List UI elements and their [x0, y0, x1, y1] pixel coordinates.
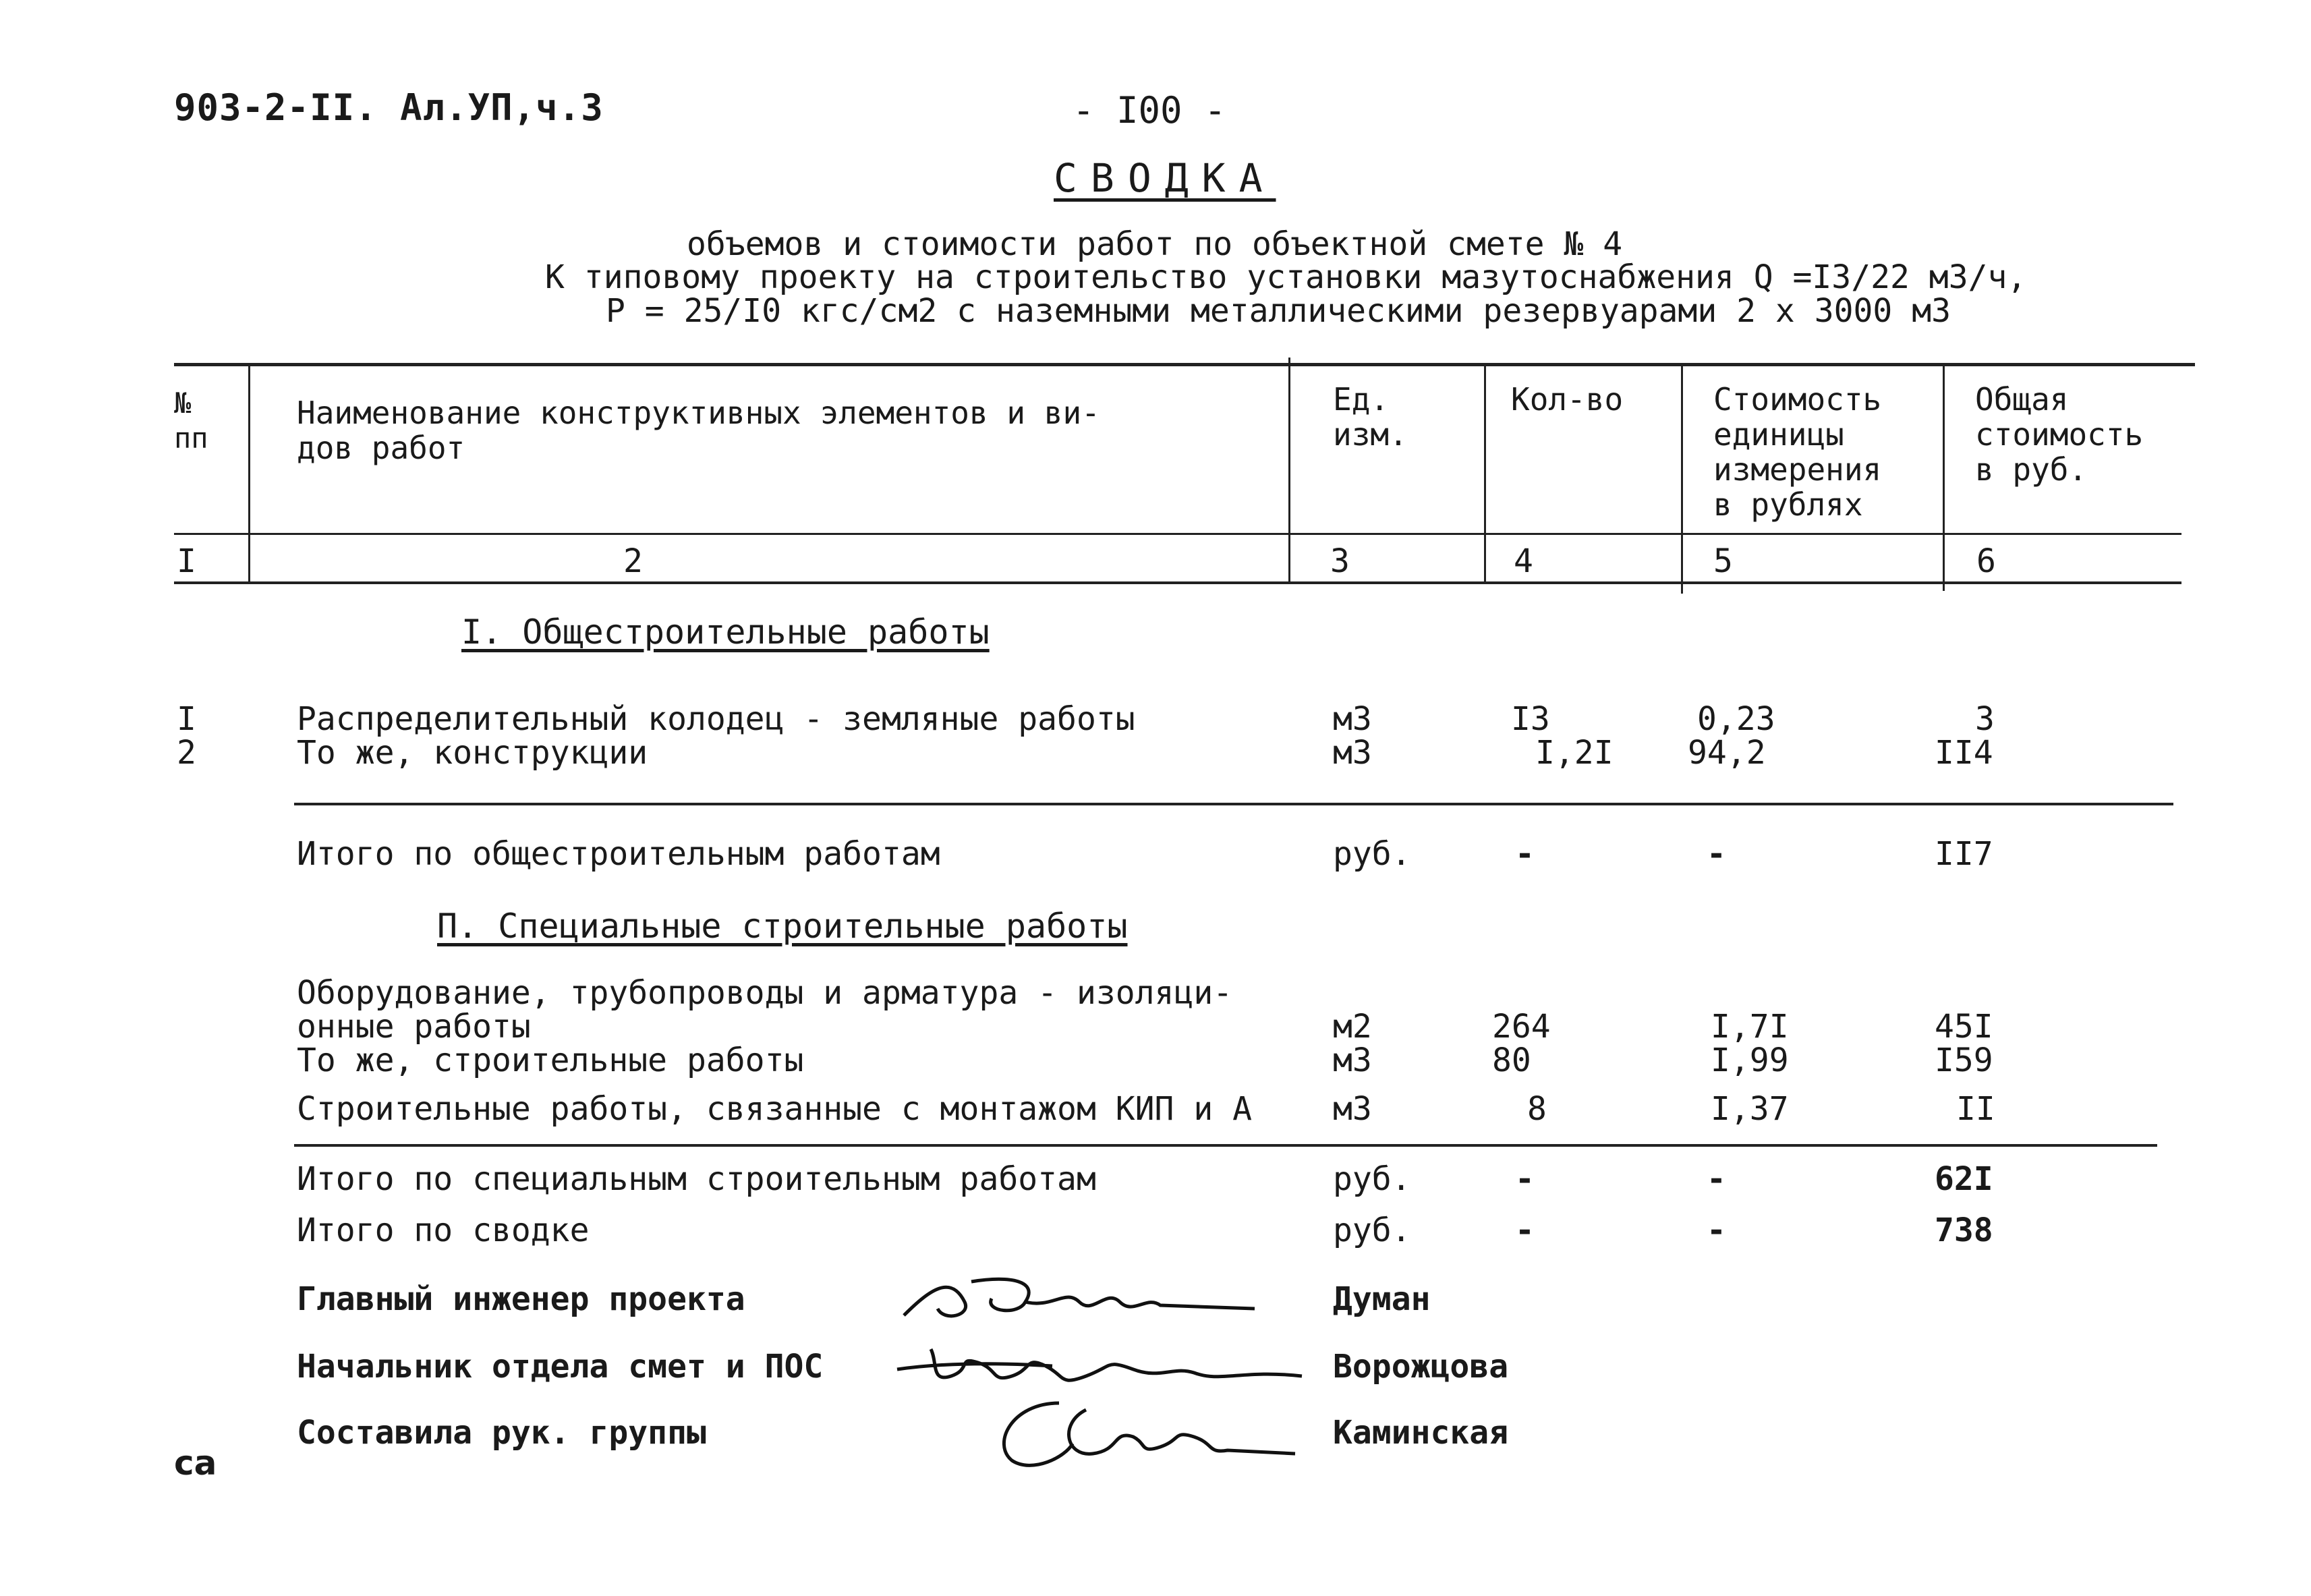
row-name: Распределительный колодец - земляные работы [297, 700, 1135, 738]
column-divider [1943, 364, 1945, 591]
grand-total-quantity: - [1515, 1212, 1535, 1249]
grand-total-unit-price: - [1707, 1212, 1726, 1249]
subtotal-quantity: - [1515, 1160, 1535, 1198]
subtotal-total: II7 [1935, 835, 1993, 873]
subtotal-unit: руб. [1333, 1160, 1411, 1198]
signatory-name: Ворожцова [1333, 1348, 1509, 1386]
row-quantity: I3 [1511, 700, 1550, 738]
subtotal-quantity: - [1515, 835, 1535, 873]
row-name-continued: онные работы [297, 1008, 531, 1046]
column-number: 3 [1330, 542, 1350, 580]
column-header-quantity: Кол-во [1511, 381, 1624, 418]
row-total: I59 [1935, 1042, 1993, 1079]
row-number: I [177, 700, 196, 738]
grand-total-total: 738 [1935, 1212, 1993, 1249]
signatory-name: Думан [1333, 1280, 1431, 1318]
subtotal-unit: руб. [1333, 835, 1411, 873]
grand-total-name: Итого по сводке [297, 1212, 590, 1249]
subtotal-name: Итого по общестроительным работам [297, 835, 940, 873]
column-divider [1484, 364, 1486, 584]
row-unit: м3 [1333, 734, 1372, 772]
column-number: I [177, 542, 196, 580]
row-unit-price: I,99 [1711, 1042, 1789, 1079]
row-unit: м3 [1333, 700, 1372, 738]
row-quantity: 264 [1492, 1008, 1551, 1046]
column-divider [1681, 364, 1683, 594]
row-name: Оборудование, трубопроводы и арматура - изоляци- [297, 974, 1233, 1012]
table-top-rule [174, 363, 2195, 366]
column-header-name: Наименование конструктивных элементов и ви- дов работ [297, 395, 1100, 466]
row-quantity: 80 [1492, 1042, 1531, 1079]
row-quantity: 8 [1527, 1090, 1547, 1128]
column-number: 6 [1976, 542, 1996, 580]
row-quantity: I,2I [1535, 734, 1614, 772]
footer-mark: са [174, 1444, 217, 1483]
column-divider [248, 364, 250, 584]
row-total: 45I [1935, 1008, 1993, 1046]
column-number: 5 [1713, 542, 1733, 580]
row-name: Строительные работы, связанные с монтажом КИП и А [297, 1090, 1253, 1128]
subtotal-total: 62I [1935, 1160, 1993, 1198]
row-total: 3 [1975, 700, 1995, 738]
handwritten-signature [985, 1390, 1302, 1477]
row-total: II [1956, 1090, 1995, 1128]
row-name: То же, строительные работы [297, 1042, 804, 1079]
signature-role: Главный инженер проекта [297, 1280, 745, 1318]
section-rule [294, 803, 2173, 805]
subtitle-line-1: объемов и стоимости работ по объектной смете № 4 [687, 225, 1623, 263]
subtitle-line-3: P = 25/I0 кгс/см2 с наземными металлическими резервуарами 2 х 3000 м3 [606, 292, 1951, 330]
column-header-unit-price: Стоимость единицы измерения в рублях [1713, 381, 1882, 523]
subtitle-line-2: К типовому проекту на строительство установки мазутоснабжения Q =I3/22 м3/ч, [545, 258, 2027, 296]
row-unit-price: 94,2 [1688, 734, 1766, 772]
row-unit: м3 [1333, 1090, 1372, 1128]
column-number: 2 [623, 542, 643, 580]
section-rule [294, 1144, 2157, 1147]
section-title: П. Специальные строительные работы [437, 907, 1128, 946]
grand-total-unit: руб. [1333, 1212, 1411, 1249]
row-unit-price: I,37 [1711, 1090, 1789, 1128]
column-header-unit: Ед. изм. [1333, 381, 1408, 453]
row-number: 2 [177, 734, 196, 772]
document-code: 903-2-II. Ал.УП,ч.3 [174, 86, 604, 129]
page-number: - I00 - [1073, 89, 1226, 132]
signatory-name: Каминская [1333, 1414, 1509, 1452]
handwritten-signature [890, 1261, 1268, 1336]
column-header-number: № пп [174, 387, 208, 455]
row-unit: м2 [1333, 1008, 1372, 1046]
column-divider [1288, 358, 1290, 584]
row-unit-price: 0,23 [1697, 700, 1775, 738]
subtotal-unit-price: - [1707, 835, 1726, 873]
row-name: То же, конструкции [297, 734, 648, 772]
signature-role: Начальник отдела смет и ПОС [297, 1348, 824, 1386]
column-number: 4 [1514, 542, 1533, 580]
row-total: II4 [1935, 734, 1993, 772]
row-unit: м3 [1333, 1042, 1372, 1079]
row-unit-price: I,7I [1711, 1008, 1789, 1046]
section-title: I. Общестроительные работы [461, 612, 990, 652]
header-bottom-rule [174, 533, 2181, 535]
signature-role: Составила рук. группы [297, 1414, 706, 1452]
column-header-total: Общая стоимость в руб. [1975, 381, 2144, 488]
subtotal-unit-price: - [1707, 1160, 1726, 1198]
document-title: СВОДКА [1054, 155, 1276, 201]
colnum-bottom-rule [174, 581, 2181, 584]
subtotal-name: Итого по специальным строительным работам [297, 1160, 1096, 1198]
